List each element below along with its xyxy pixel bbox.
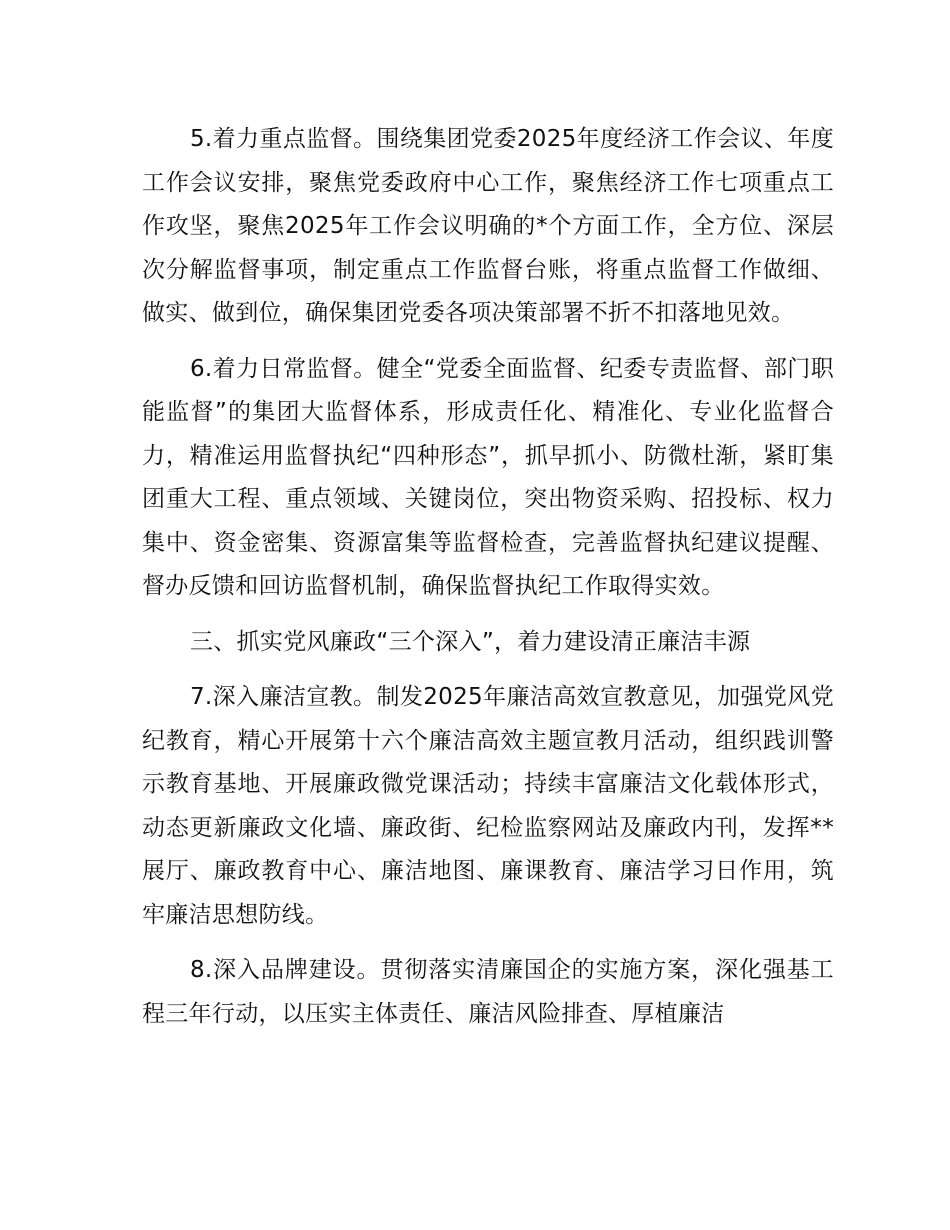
document-body: [142, 118, 834, 1048]
paragraph-daily-supervision: 6.着力日常监督。健全“党委全面监督、纪委专责监督、部门职能监督”的集团大监督体系，形成责任化、精准化、专业化监督合力，精准运用监督执纪“四种形态”，抓早抓小、防微杜渐，紧盯集团重大工程、重点领域、关键岗位，突出物资采购、招投标、权力集中、资金密集、资源富集等监督检查，完善监督执纪建议提醒、督办反馈和回访监督机制，确保监督执纪工作取得实效。: [142, 355, 834, 599]
paragraph-brand-building: 8.深入品牌建设。贯彻落实清廉国企的实施方案，深化强基工程三年行动，以压实主体责任、廉洁风险排查、厚植廉洁: [142, 957, 834, 1027]
paragraph-key-supervision: 5.着力重点监督。围绕集团党委2025年度经济工作会议、年度工作会议安排，聚焦党委政府中心工作，聚焦经济工作七项重点工作攻坚，聚焦2025年工作会议明确的*个方面工作，全方位、深层次分解监督事项，制定重点工作监督台账，将重点监督工作做细、做实、做到位，确保集团党委各项决策部署不折不扣落地见效。: [142, 126, 834, 326]
section-heading-three: 三、抓实党风廉政“三个深入”，着力建设清正廉洁丰源: [190, 628, 751, 655]
paragraph-integrity-education: 7.深入廉洁宣教。制发2025年廉洁高效宣教意见，加强党风党纪教育，精心开展第十六个廉洁高效主题宣教月活动，组织践训警示教育基地、开展廉政微党课活动；持续丰富廉洁文化载体形式，动态更新廉政文化墙、廉政街、纪检监察网站及廉政内刊，发挥**展厅、廉政教育中心、廉洁地图、廉课教育、廉洁学习日作用，筑牢廉洁思想防线。: [142, 684, 834, 928]
